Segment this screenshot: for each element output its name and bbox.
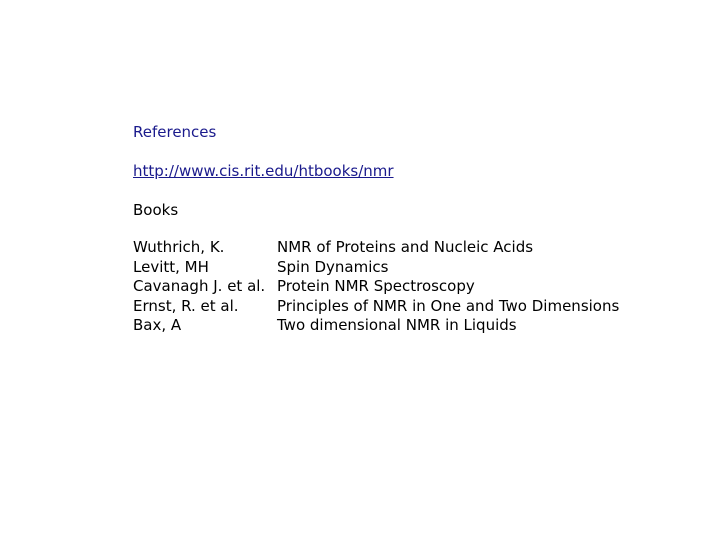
book-author: Ernst, R. et al. [133,296,239,315]
book-title: NMR of Proteins and Nucleic Acids [277,238,534,256]
books-subheading: Books [133,201,179,219]
book-author: Levitt, MH [133,257,209,276]
book-reference-row [133,258,693,278]
book-title: Protein NMR Spectroscopy [277,277,475,295]
book-reference-row [133,316,693,336]
book-author: Cavanagh J. et al. [133,277,266,295]
book-reference-list [133,238,693,336]
references-heading: References [133,123,217,141]
book-author: Wuthrich, K. [133,238,225,256]
book-title: Two dimensional NMR in Liquids [277,316,517,334]
book-reference-row [133,297,693,317]
book-reference-row [133,238,693,258]
book-title: Principles of NMR in One and Two Dimensions [277,296,620,315]
book-author: Bax, A [133,316,182,334]
book-reference-row [133,277,693,297]
reference-link[interactable]: http://www.cis.rit.edu/htbooks/nmr [133,162,394,180]
book-title: Spin Dynamics [277,257,389,276]
